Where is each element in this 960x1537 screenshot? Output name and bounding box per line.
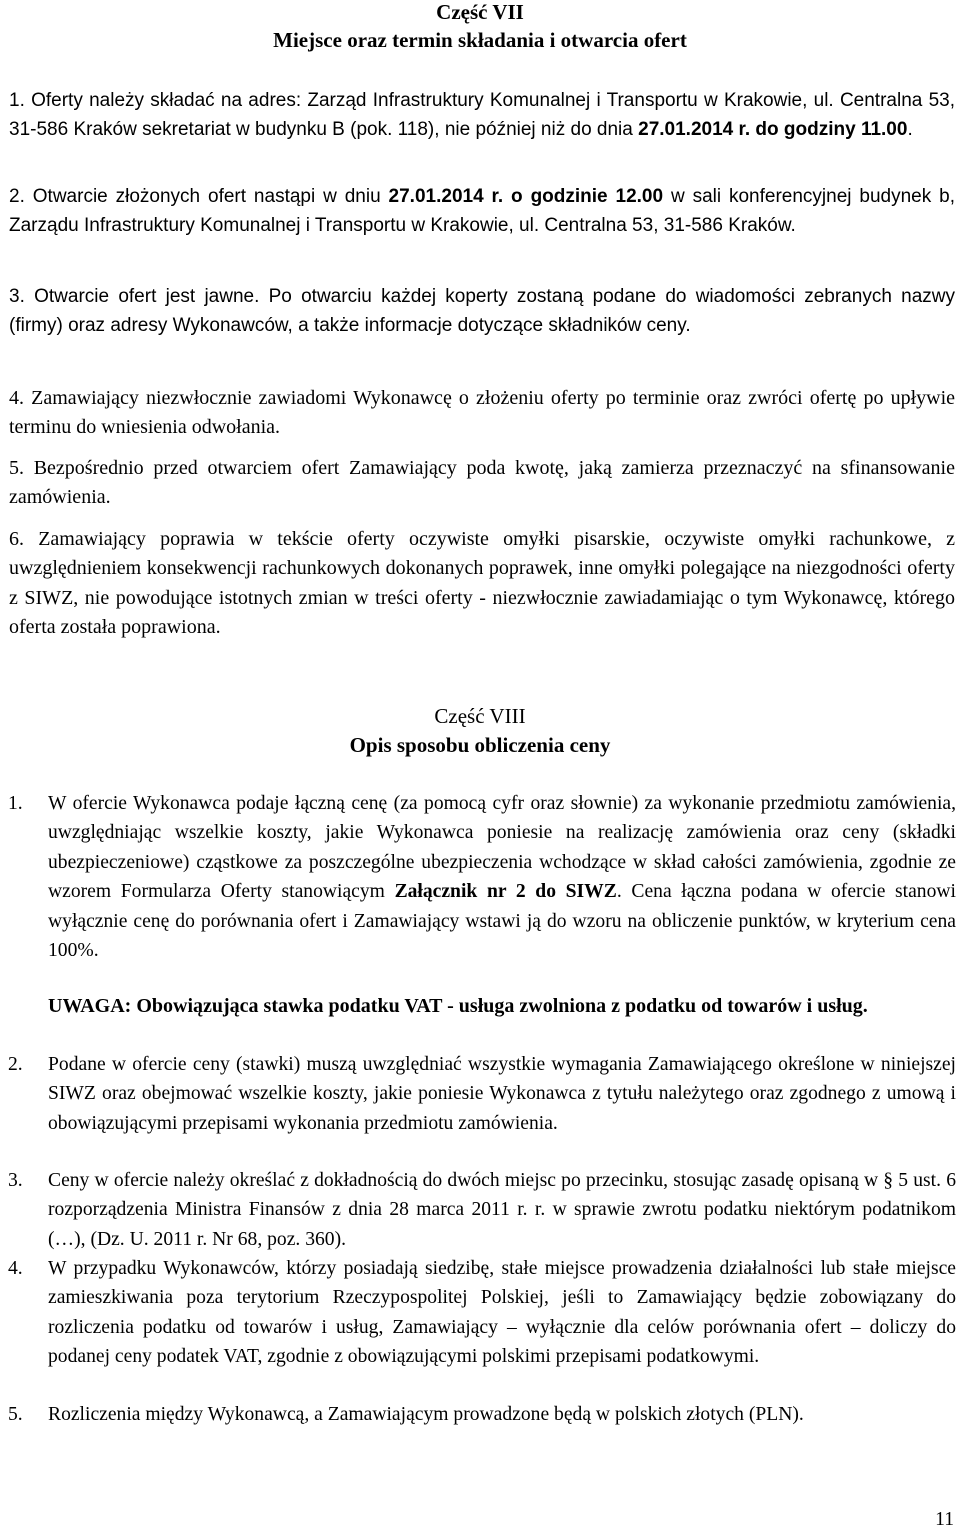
- item-text: Bezpośrednio przed otwarciem ofert Zamawiający poda kwotę, jaką zamierza przeznaczyć na sfinansowanie zamówienia.: [9, 457, 955, 509]
- item-text: Otwarcie złożonych ofert nastąpi w dniu: [32, 186, 389, 207]
- section-8-item-4: [8, 1254, 956, 1372]
- item-text-end: . Cena łączna podana w ofercie stanowi wyłącznie cenę do porównania ofert i Zamawiający wstawi ją do wzoru na obliczenie punktów, w kryterium cena 100%.: [48, 881, 956, 962]
- item-number: 1.: [9, 90, 25, 111]
- item-text: Rozliczenia między Wykonawcą, a Zamawiającym prowadzone będą w polskich złotych (PLN).: [48, 1404, 804, 1425]
- section-8-title: Opis sposobu obliczenia ceny: [349, 733, 611, 757]
- item-number: 2.: [8, 1054, 23, 1075]
- item-text-end: Po otwarciu każdej koperty zostaną podane do wiadomości zebranych nazwy (firmy) oraz adresy Wykonawców, a także informacje dotyczące składników ceny.: [9, 286, 955, 337]
- item-number: 3.: [8, 1170, 23, 1191]
- section-7-item-3: [9, 282, 955, 341]
- page-number: 11: [935, 1509, 954, 1530]
- section-7-item-2: [9, 182, 955, 241]
- item-text-end: w sali konferencyjnej budynek b, Zarządu Infrastruktury Komunalnej i Transportu w Krakowie, ul. Centralna 53, 31-586 Kraków.: [9, 186, 955, 237]
- item-text: Zamawiający niezwłocznie zawiadomi Wykonawcę o złożeniu oferty po terminie oraz zwróci ofertę po upływie terminu do wniesienia odwołania.: [9, 387, 955, 439]
- section-8-part-heading: Część VIII: [434, 704, 526, 728]
- section-8-item-2: [8, 1050, 956, 1138]
- item-text-end: .: [907, 119, 913, 141]
- section-7-title: Miejsce oraz termin składania i otwarcia ofert: [273, 28, 687, 52]
- item-number: 4.: [8, 1258, 23, 1279]
- section-7-item-5: [9, 454, 955, 513]
- item-number: 5.: [8, 1404, 23, 1425]
- item-number: 1.: [8, 793, 23, 814]
- item-number: 5.: [9, 457, 24, 479]
- section-7-part-heading: Część VII: [436, 0, 524, 24]
- section-8-item-3: [8, 1166, 956, 1254]
- vat-warning: UWAGA: Obowiązująca stawka podatku VAT - usługa zwolniona z podatku od towarów i usług.: [48, 995, 868, 1017]
- section-8-item-5: [8, 1400, 956, 1429]
- item-text: Otwarcie ofert jest jawne.: [34, 286, 269, 307]
- item-text: Ceny w ofercie należy określać z dokładnością do dwóch miejsc po przecinku, stosując zasadę opisaną w § 5 ust. 6 rozporządzenia Ministra Finansów z dnia 28 marca 2011 r. r. w sprawie zwrotu podatku niektórym podatnikom (…), (Dz. U. 2011 r. Nr 68, poz. 360).: [48, 1170, 956, 1250]
- item-text: Podane w ofercie ceny (stawki) muszą uwzględniać wszystkie wymagania Zamawiającego określone w niniejszej SIWZ oraz obejmować wszelkie koszty, jakie poniesie Wykonawca z tytułu należytego oraz zgodnego z umową i obowiązującymi przepisami wykonania przedmiotu zamówienia.: [48, 1054, 956, 1134]
- section-7-item-4: [9, 384, 955, 443]
- section-7-item-6: [9, 525, 955, 643]
- item-text: W przypadku Wykonawców, którzy posiadają siedzibę, stałe miejsce prowadzenia działalności lub stałe miejsce zamieszkiwania poza terytorium Rzeczypospolitej Polskiej, jeśli to Zamawiający będzie zobowiązany do rozliczenia podatku od towarów i usług, Zamawiający – wyłącznie dla celów porównania ofert – doliczy do podanej ceny podatek VAT, zgodnie z obowiązującymi polskimi przepisami podatkowymi.: [48, 1258, 956, 1368]
- item-bold-text: 27.01.2014 r. o godzinie 12.00: [388, 186, 664, 207]
- item-number: 4.: [9, 387, 24, 409]
- item-number: 6.: [9, 528, 24, 550]
- section-8-item-1: [8, 789, 956, 965]
- item-text: Oferty należy składać na adres: Zarząd Infrastruktury Komunalnej i Transportu w Krakowie, ul. Centralna 53, 31-586 Kraków sekretariat w budynku B (pok. 118), nie później niż do dnia: [9, 90, 955, 141]
- item-number: 2.: [9, 186, 25, 207]
- item-text: Zamawiający poprawia w tekście oferty oczywiste omyłki pisarskie, oczywiste omyłki rachunkowe, z uwzględnieniem konsekwencji rachunkowych dokonanych poprawek, inne omyłki polegające na niezgodności oferty z SIWZ, nie powodujące istotnych zmian w treści oferty - niezwłocznie zawiadamiając o tym Wykonawcę, którego oferta została poprawiona.: [9, 528, 956, 639]
- item-bold-text: 27.01.2014 r. do godziny 11.00: [638, 119, 908, 141]
- item-number: 3.: [9, 286, 25, 307]
- item-text: W ofercie Wykonawca podaje łączną cenę (za pomocą cyfr oraz słownie) za wykonanie przedmiotu zamówienia, uwzględniając wszelkie koszty, jakie Wykonawca poniesie na realizację zamówienia oraz ceny (składki ubezpieczeniowe) cząstkowe za poszczególne ubezpieczenia wchodzące w skład całości zamówienia, zgodnie ze wzorem Formularza Oferty stanowiącym: [48, 793, 956, 903]
- item-bold-text: Załącznik nr 2 do SIWZ: [394, 881, 617, 903]
- section-7-item-1: [9, 86, 955, 145]
